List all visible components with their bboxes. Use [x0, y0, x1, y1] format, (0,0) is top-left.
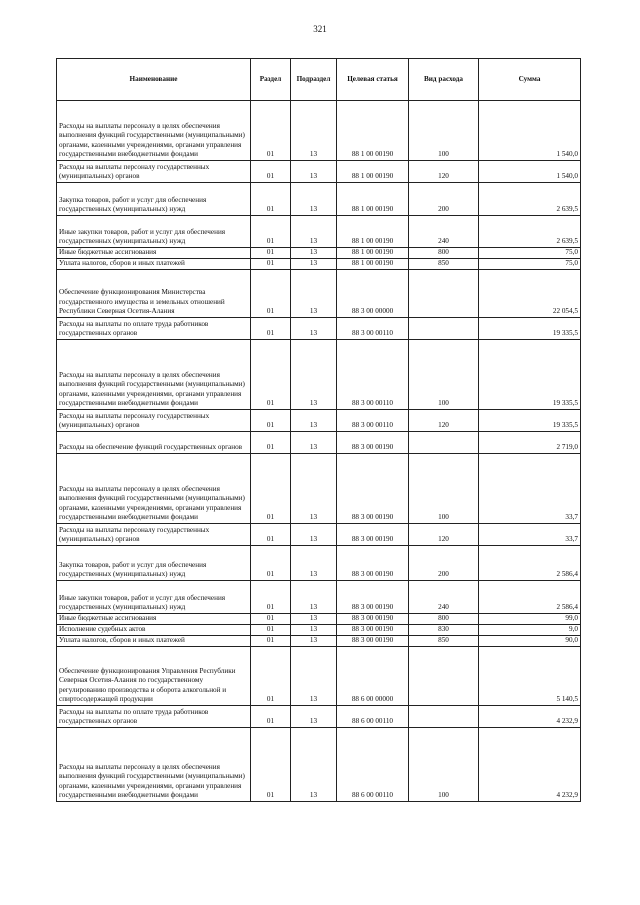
- table-row: [57, 706, 581, 728]
- cell-section: 01: [251, 432, 291, 454]
- cell-kind: 100: [409, 728, 479, 802]
- cell-section: 01: [251, 636, 291, 647]
- cell-sum: 2 586,4: [479, 546, 581, 581]
- cell-sum: 1 540,0: [479, 101, 581, 161]
- cell-target: 88 3 00 00000: [337, 270, 409, 318]
- cell-subsection: 13: [291, 410, 337, 432]
- cell-section: 01: [251, 524, 291, 546]
- table-row: [57, 546, 581, 581]
- cell-section: 01: [251, 270, 291, 318]
- cell-section: 01: [251, 101, 291, 161]
- cell-section: 01: [251, 581, 291, 614]
- table-row: [57, 161, 581, 183]
- cell-subsection: 13: [291, 101, 337, 161]
- cell-target: 88 1 00 00190: [337, 161, 409, 183]
- cell-sum: 2 719,0: [479, 432, 581, 454]
- cell-target: 88 3 00 00190: [337, 625, 409, 636]
- cell-target: 88 3 00 00190: [337, 546, 409, 581]
- cell-section: 01: [251, 454, 291, 524]
- cell-target: 88 1 00 00190: [337, 259, 409, 270]
- cell-sum: 4 232,9: [479, 706, 581, 728]
- cell-subsection: 13: [291, 614, 337, 625]
- cell-target: 88 1 00 00190: [337, 216, 409, 248]
- cell-section: 01: [251, 248, 291, 259]
- cell-sum: 2 639,5: [479, 183, 581, 216]
- cell-section: 01: [251, 340, 291, 410]
- cell-name: Расходы на выплаты по оплате труда работников государственных органов: [57, 706, 251, 728]
- cell-section: 01: [251, 614, 291, 625]
- table-body: [57, 101, 581, 802]
- cell-target: 88 3 00 00190: [337, 581, 409, 614]
- cell-target: 88 1 00 00190: [337, 183, 409, 216]
- cell-name: Иные бюджетные ассигнования: [57, 614, 251, 625]
- cell-section: 01: [251, 728, 291, 802]
- cell-target: 88 3 00 00190: [337, 614, 409, 625]
- cell-kind: [409, 706, 479, 728]
- cell-target: 88 3 00 00110: [337, 410, 409, 432]
- cell-section: 01: [251, 318, 291, 340]
- cell-target: 88 3 00 00190: [337, 636, 409, 647]
- table-row: [57, 625, 581, 636]
- table-row: [57, 318, 581, 340]
- cell-sum: 75,0: [479, 248, 581, 259]
- cell-subsection: 13: [291, 728, 337, 802]
- cell-name: Иные бюджетные ассигнования: [57, 248, 251, 259]
- cell-subsection: 13: [291, 161, 337, 183]
- cell-name: Расходы на выплаты персоналу в целях обеспечения выполнения функций государственными (муниципальными) органами, казенными учреждениями, органами управления государственными внебюджетными фондами: [57, 454, 251, 524]
- table-row: [57, 410, 581, 432]
- cell-section: 01: [251, 706, 291, 728]
- table-row: [57, 248, 581, 259]
- cell-subsection: 13: [291, 340, 337, 410]
- header-name: Наименование: [57, 59, 251, 101]
- cell-name: Расходы на выплаты по оплате труда работников государственных органов: [57, 318, 251, 340]
- budget-table: [56, 58, 581, 802]
- cell-target: 88 6 00 00110: [337, 728, 409, 802]
- header-subsection: Подраздел: [291, 59, 337, 101]
- cell-name: Расходы на выплаты персоналу государственных (муниципальных) органов: [57, 524, 251, 546]
- table-row: [57, 340, 581, 410]
- cell-sum: 1 540,0: [479, 161, 581, 183]
- table-row: [57, 183, 581, 216]
- cell-section: 01: [251, 647, 291, 706]
- table-row: [57, 454, 581, 524]
- cell-kind: 120: [409, 410, 479, 432]
- cell-name: Уплата налогов, сборов и иных платежей: [57, 259, 251, 270]
- table-row: [57, 728, 581, 802]
- cell-target: 88 6 00 00110: [337, 706, 409, 728]
- cell-name: Исполнение судебных актов: [57, 625, 251, 636]
- cell-name: Обеспечение функционирования Министерства государственного имущества и земельных отношений Республики Северная Осетия-Алания: [57, 270, 251, 318]
- cell-sum: 75,0: [479, 259, 581, 270]
- cell-name: Закупка товаров, работ и услуг для обеспечения государственных (муниципальных) нужд: [57, 546, 251, 581]
- cell-sum: 4 232,9: [479, 728, 581, 802]
- cell-kind: [409, 432, 479, 454]
- table-row: [57, 101, 581, 161]
- cell-name: Расходы на выплаты персоналу в целях обеспечения выполнения функций государственными (муниципальными) органами, казенными учреждениями, органами управления государственными внебюджетными фондами: [57, 728, 251, 802]
- cell-kind: 100: [409, 454, 479, 524]
- cell-section: 01: [251, 216, 291, 248]
- cell-name: Иные закупки товаров, работ и услуг для обеспечения государственных (муниципальных) нужд: [57, 581, 251, 614]
- cell-sum: 2 586,4: [479, 581, 581, 614]
- cell-target: 88 3 00 00110: [337, 318, 409, 340]
- cell-kind: 240: [409, 216, 479, 248]
- cell-kind: 120: [409, 524, 479, 546]
- table-row: [57, 432, 581, 454]
- cell-section: 01: [251, 546, 291, 581]
- cell-kind: 850: [409, 636, 479, 647]
- cell-name: Расходы на выплаты персоналу в целях обеспечения выполнения функций государственными (муниципальными) органами, казенными учреждениями, органами управления государственными внебюджетными фондами: [57, 340, 251, 410]
- cell-target: 88 3 00 00190: [337, 524, 409, 546]
- cell-sum: 19 335,5: [479, 318, 581, 340]
- table-row: [57, 524, 581, 546]
- cell-kind: 830: [409, 625, 479, 636]
- cell-sum: 33,7: [479, 454, 581, 524]
- cell-sum: 19 335,5: [479, 340, 581, 410]
- cell-target: 88 3 00 00190: [337, 432, 409, 454]
- cell-subsection: 13: [291, 546, 337, 581]
- cell-name: Расходы на выплаты персоналу государственных (муниципальных) органов: [57, 161, 251, 183]
- cell-subsection: 13: [291, 248, 337, 259]
- page-number: 321: [313, 24, 327, 34]
- header-section: Раздел: [251, 59, 291, 101]
- cell-name: Расходы на выплаты персоналу в целях обеспечения выполнения функций государственными (муниципальными) органами, казенными учреждениями, органами управления государственными внебюджетными фондами: [57, 101, 251, 161]
- cell-sum: 19 335,5: [479, 410, 581, 432]
- table-header-row: [57, 59, 581, 101]
- cell-sum: 33,7: [479, 524, 581, 546]
- table-row: [57, 636, 581, 647]
- cell-name: Иные закупки товаров, работ и услуг для обеспечения государственных (муниципальных) нужд: [57, 216, 251, 248]
- header-sum: Сумма: [479, 59, 581, 101]
- cell-sum: 99,0: [479, 614, 581, 625]
- cell-subsection: 13: [291, 259, 337, 270]
- cell-name: Обеспечение функционирования Управления Республики Северная Осетия-Алания по государственному регулированию производства и оборота алкогольной и спиртосодержащей продукции: [57, 647, 251, 706]
- cell-kind: [409, 318, 479, 340]
- cell-name: Закупка товаров, работ и услуг для обеспечения государственных (муниципальных) нужд: [57, 183, 251, 216]
- cell-kind: 800: [409, 248, 479, 259]
- cell-sum: 90,0: [479, 636, 581, 647]
- cell-kind: 100: [409, 101, 479, 161]
- cell-kind: 100: [409, 340, 479, 410]
- table-row: [57, 581, 581, 614]
- cell-subsection: 13: [291, 216, 337, 248]
- cell-kind: 200: [409, 183, 479, 216]
- cell-kind: 120: [409, 161, 479, 183]
- cell-name: Расходы на обеспечение функций государственных органов: [57, 432, 251, 454]
- cell-name: Уплата налогов, сборов и иных платежей: [57, 636, 251, 647]
- cell-subsection: 13: [291, 636, 337, 647]
- cell-subsection: 13: [291, 581, 337, 614]
- cell-section: 01: [251, 625, 291, 636]
- cell-target: 88 6 00 00000: [337, 647, 409, 706]
- header-target: Целевая статья: [337, 59, 409, 101]
- cell-kind: 800: [409, 614, 479, 625]
- cell-kind: 200: [409, 546, 479, 581]
- table-row: [57, 259, 581, 270]
- cell-kind: [409, 270, 479, 318]
- cell-subsection: 13: [291, 183, 337, 216]
- table-row: [57, 647, 581, 706]
- table-row: [57, 270, 581, 318]
- cell-kind: 240: [409, 581, 479, 614]
- cell-subsection: 13: [291, 524, 337, 546]
- cell-sum: 9,0: [479, 625, 581, 636]
- table-row: [57, 216, 581, 248]
- cell-kind: [409, 647, 479, 706]
- cell-subsection: 13: [291, 706, 337, 728]
- cell-section: 01: [251, 259, 291, 270]
- cell-subsection: 13: [291, 454, 337, 524]
- cell-section: 01: [251, 183, 291, 216]
- cell-target: 88 3 00 00110: [337, 340, 409, 410]
- cell-sum: 2 639,5: [479, 216, 581, 248]
- cell-target: 88 3 00 00190: [337, 454, 409, 524]
- header-kind: Вид расхода: [409, 59, 479, 101]
- table-row: [57, 614, 581, 625]
- cell-target: 88 1 00 00190: [337, 101, 409, 161]
- cell-target: 88 1 00 00190: [337, 248, 409, 259]
- cell-section: 01: [251, 161, 291, 183]
- cell-subsection: 13: [291, 647, 337, 706]
- cell-sum: 5 140,5: [479, 647, 581, 706]
- cell-subsection: 13: [291, 432, 337, 454]
- cell-section: 01: [251, 410, 291, 432]
- cell-name: Расходы на выплаты персоналу государственных (муниципальных) органов: [57, 410, 251, 432]
- cell-subsection: 13: [291, 270, 337, 318]
- cell-kind: 850: [409, 259, 479, 270]
- cell-subsection: 13: [291, 318, 337, 340]
- cell-subsection: 13: [291, 625, 337, 636]
- cell-sum: 22 054,5: [479, 270, 581, 318]
